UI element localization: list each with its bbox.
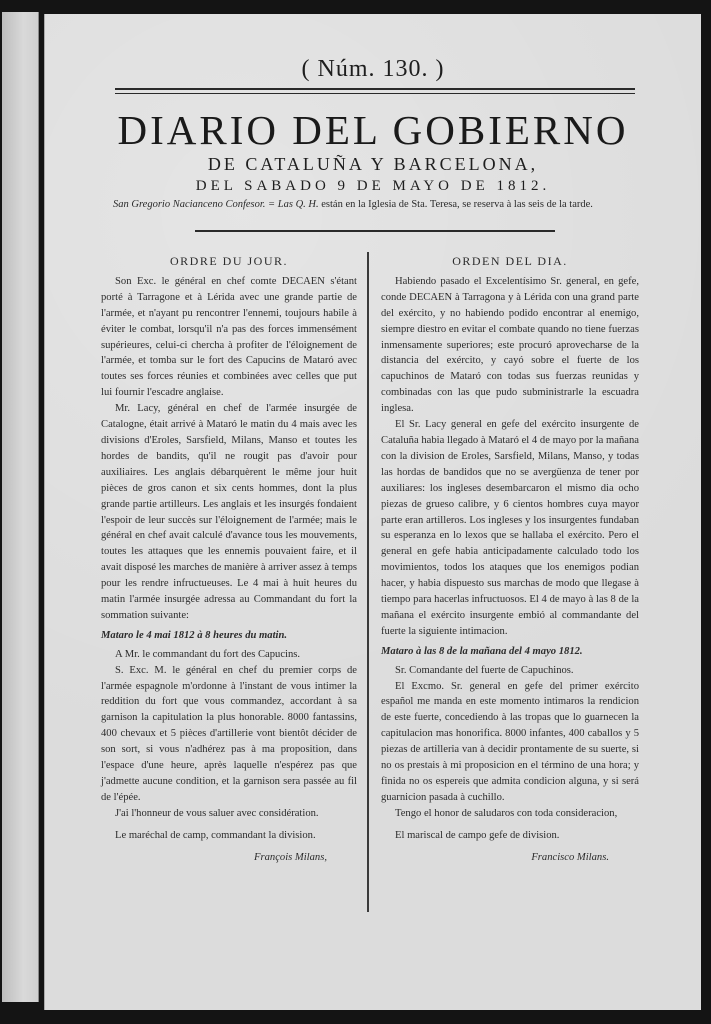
- right-signature: Francisco Milans.: [531, 851, 609, 863]
- left-paragraph-2: Mr. Lacy, général en chef de l'armée insurgée de Catalogne, était arrivé à Mataró le matin du 4 mais avec les divisions d'Eroles, Sarsfield, Milans, Manso et toutes les hordes de bandits, qu'il ne rougit pas d'avoir pour auxiliaires. Les anglais débarquèrent le même jour huit pièces de gros canon et six cents hommes, dont la plus grande partie artilleurs. Les anglais et les insurgés fondaient l'espoir de leur succès sur l'éloignement de l'armée; mais le général en chef avait calculé d'avance tous les mouvements, toutes les attaques que les ennemis pouvaient faire, et il avait disposé les marches de manière à arriver assez à temps pour les rendre infructueuses. Le 4 mai à huit heures du matin l'armée insurgée adressa au Commandant du fort la sommation suivante:: [101, 403, 357, 621]
- issue-number: ( Núm. 130. ): [301, 56, 445, 82]
- masthead-subtitle: DE CATALUÑA Y BARCELONA,: [207, 154, 539, 174]
- right-address: Sr. Comandante del fuerte de Capuchinos.: [395, 664, 574, 676]
- left-heading: ORDRE DU JOUR.: [169, 254, 288, 268]
- issue-date: DEL SABADO 9 DE MAYO DE 1812.: [195, 178, 551, 194]
- left-address: A Mr. le commandant du fort des Capucins.: [115, 648, 301, 660]
- right-heading: ORDEN DEL DIA.: [452, 254, 568, 268]
- right-column-spanish: [381, 254, 639, 866]
- saint-of-day: [113, 198, 679, 211]
- right-rank: El mariscal de campo gefe de division.: [395, 829, 560, 841]
- saint-rest: están en la Iglesia de Sta. Teresa, se reserva à las seis de la tarde.: [318, 199, 593, 210]
- right-paragraph-3: El Excmo. Sr. general en gefe del primer exército español me manda en este momento intimaros la rendicion de este fuerte, concediendo à las tropas que lo guarnecen la capitulacion mas honorifica. 8000 infantes, 400 caballos y 5 piezas de artilleria van à decidir prontamente de su suerte, si no os prestais à mi proposicion en el término de una hora; y finida no os espereis que admita condicion alguna, y si será guarnicion pasada à cuchillo.: [381, 680, 639, 803]
- saint-italic: San Gregorio Nacianceno Confesor. = Las Q. H.: [113, 199, 319, 210]
- right-paragraph-1: Habiendo pasado el Excelentísimo Sr. general, en gefe, conde DECAEN à Tarragona y à Lérida con una grand parte del exército, y no habiendo podido encontrar al enemigo, siempre diestro en evitar el combate quando no tiene fuerzas inmensamente superiores; este procuró aprovecharse de la distancia del exército, y cayó sobre el fuerte de los capuchinos de Mataró con todas sus fuerzas reunidas y combinadas con las que pudo subministrarle la escuadra inglesa.: [381, 275, 639, 415]
- left-paragraph-3: S. Exc. M. le général en chef du premier corps de l'armée espagnole m'ordonne à l'instant de vous intimer la reddition du fort que vous commandez, accordant à sa garnison la capitulation la plus honorable. 8000 fantassins, 400 chevaux et 5 pièces d'artillerie vont bientôt décider de son sort, si vous n'adhérez pas à ma proposition, dans l'espace d'une heure, après laquelle n'espérez pas que j'admette aucune condition, et la garnison sera passée au fil de l'épée.: [101, 664, 357, 803]
- left-paragraph-4: J'ai l'honneur de vous saluer avec considération.: [115, 807, 319, 819]
- column-divider: [367, 252, 369, 912]
- left-paragraph-1: Son Exc. le général en chef comte DECAEN s'étant porté à Tarragone et à Lérida avec une grande partie de l'armée, et n'ayant pu rencontrer l'ennemi, toujours habile à éviter le combat, lorsqu'il n'a pas des forces immensément supérieures, celui-ci chercha à profiter de l'éloignement de l'armée, et tomba sur le fort des Capucins de Mataró avec toutes ses forces réunies et combinées avec celles que put lui fournir l'escadre anglaise.: [101, 275, 357, 399]
- right-dateline: Mataro à las 8 de la mañana del 4 mayo 1812.: [381, 645, 583, 657]
- left-rank: Le maréchal de camp, commandant la division.: [115, 829, 316, 841]
- right-paragraph-4: Tengo el honor de saludaros con toda consideracion,: [395, 807, 618, 819]
- left-column-french: [101, 254, 357, 866]
- header-rule-top: [115, 88, 635, 90]
- masthead-title: DIARIO DEL GOBIERNO: [117, 107, 629, 153]
- previous-page-edge: [2, 12, 39, 1002]
- header-rule-bottom: [195, 230, 555, 232]
- right-paragraph-2: El Sr. Lacy general en gefe del exército insurgente de Cataluña habia llegado à Mataró el 4 de mayo por la mañana con la division de Eroles, Sarsfield, Milans, Manso, y todas las hordas de bandidos que no se avergüenza de tener por auxiliares: los ingleses desembarcaron el mismo dia ocho piezas de grueso calibre, y 6 cientos hombres cuya mayor parte eran artilleros. Los ingleses y los insurgentes fundaban su esperanza en lo lexos que se hallaba el exército. Pero el general en gefe habia anticipadamente calculado todo los movimientos, todos los ataques que los enemigos podian hacer, y habia dispuesto sus marchas de modo que llegase à tiempo para hacerlas infructuosos. El 4 de mayo à las 8 de la mañana el exército insurgente embió al commandante del fuerte la siguiente intimacion.: [381, 419, 639, 637]
- left-signature: François Milans,: [254, 851, 327, 863]
- header-rule-top-thin: [115, 93, 635, 94]
- newspaper-page: [44, 14, 701, 1010]
- left-dateline: Mataro le 4 mai 1812 à 8 heures du matin.: [101, 629, 288, 641]
